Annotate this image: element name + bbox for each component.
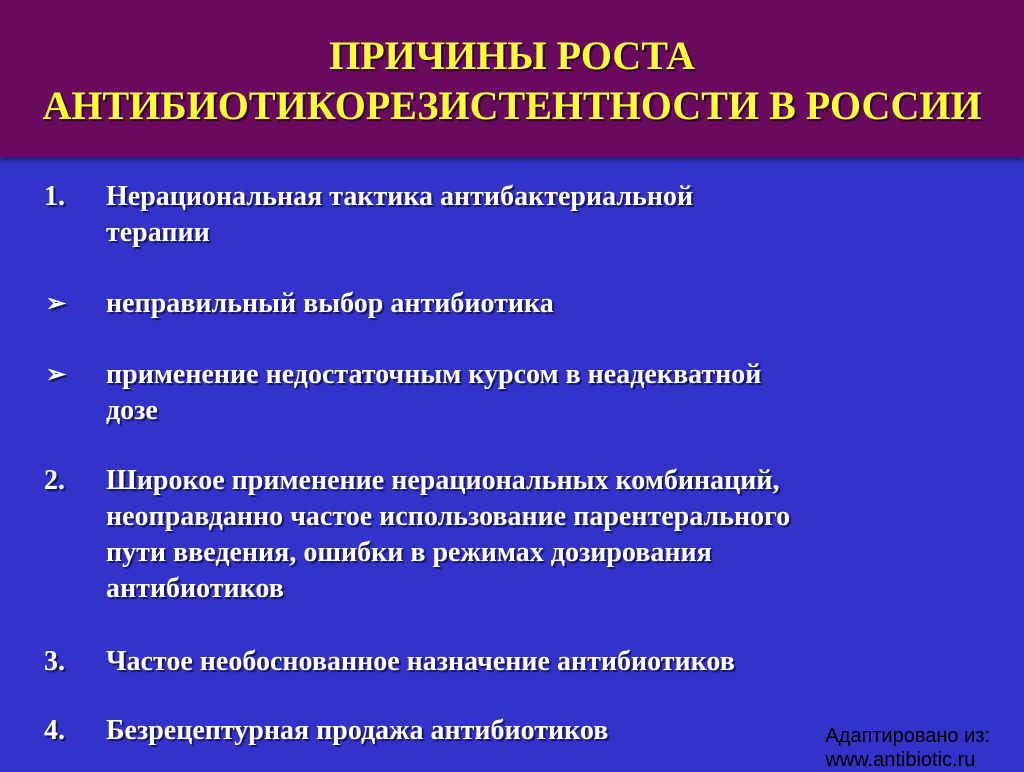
list-item-text: пути введения, ошибки в режимах дозирования — [106, 537, 712, 568]
attribution-label: Адаптировано из: — [825, 725, 990, 747]
list-marker-number: 4. — [44, 715, 65, 746]
list-item-text: Нерациональная тактика антибактериальной — [106, 181, 694, 212]
list-item-text: неправильный выбор антибиотика — [106, 288, 554, 319]
source-attribution — [825, 724, 990, 772]
list-item-text: неоправданно частое использование парентерального — [106, 501, 791, 532]
attribution-link: www.antibiotic.ru — [825, 749, 976, 771]
arrow-bullet-icon: ➢ — [46, 362, 67, 388]
list-marker-number: 2. — [44, 465, 65, 496]
title-bar — [0, 0, 1024, 157]
slide-title-line-1: ПРИЧИНЫ РОСТА — [329, 33, 695, 78]
list-item-text: Безрецептурная продажа антибиотиков — [106, 715, 609, 746]
list-item-text: Широкое применение нерациональных комбинаций, — [106, 465, 780, 496]
arrow-bullet-icon: ➢ — [46, 291, 67, 317]
list-marker-number: 1. — [44, 181, 65, 212]
list-item-text: антибиотиков — [106, 573, 284, 604]
list-item-text: Частое необоснованное назначение антибиотиков — [106, 646, 735, 677]
slide-title-line-2: АНТИБИОТИКОРЕЗИСТЕНТНОСТИ В РОССИИ — [42, 83, 982, 128]
list-item-text: терапии — [106, 217, 210, 248]
list-item-text: дозе — [106, 395, 158, 426]
list-marker-number: 3. — [44, 646, 65, 677]
list-item-text: применение недостаточным курсом в неадекватной — [106, 359, 762, 390]
